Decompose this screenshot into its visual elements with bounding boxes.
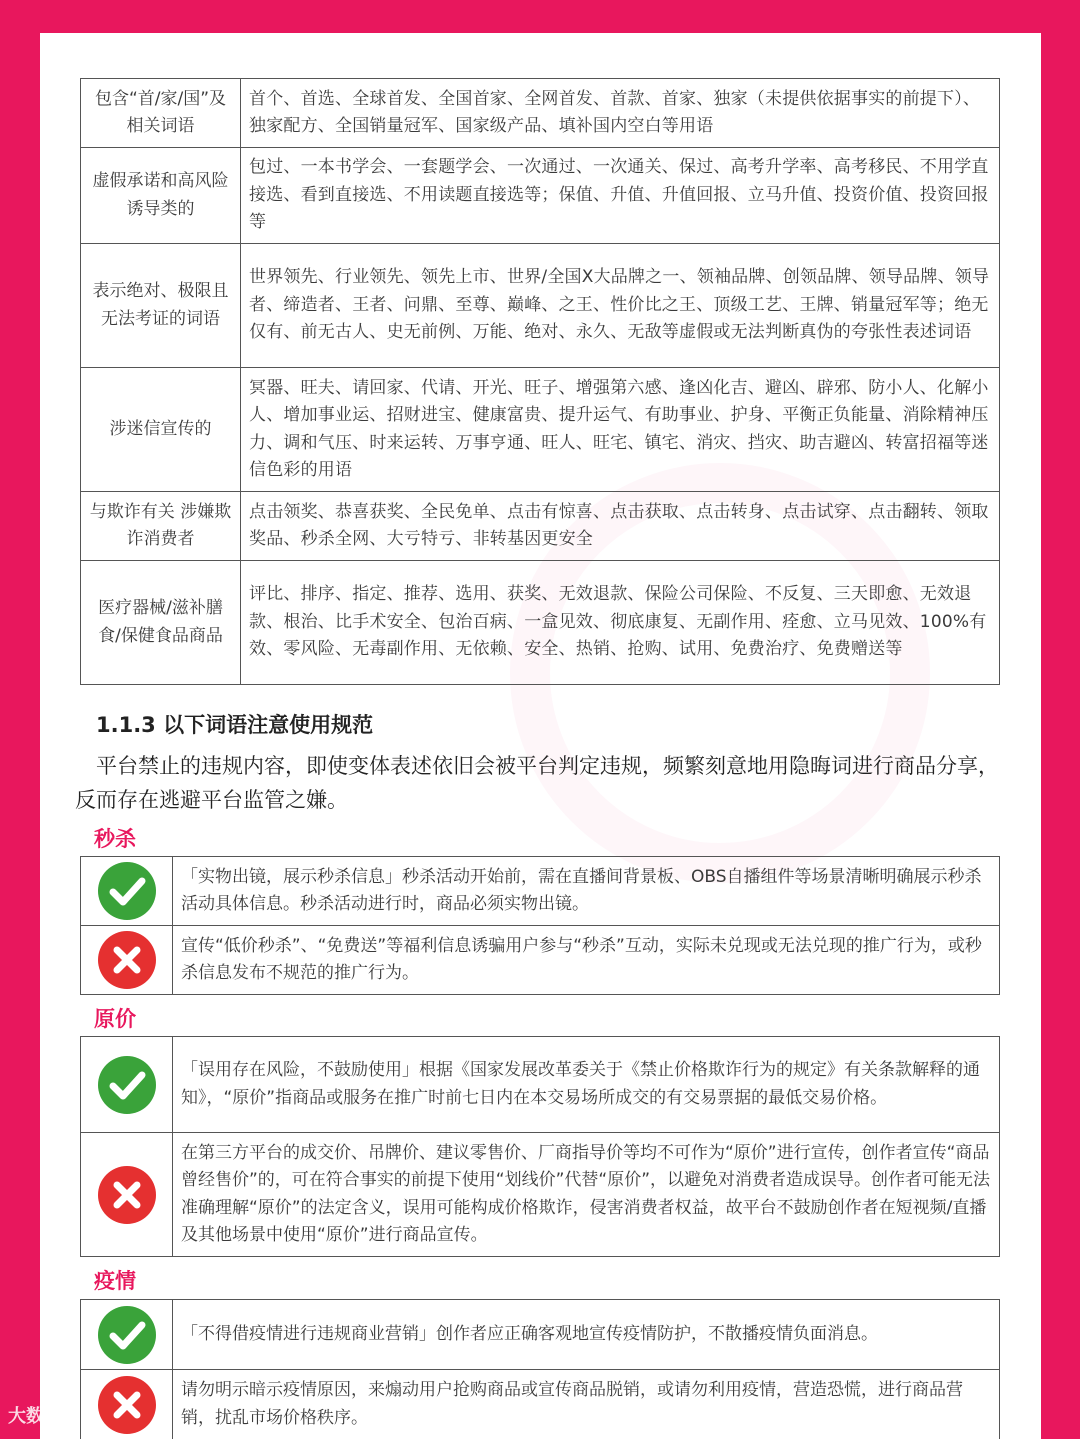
table-row [81,148,1000,244]
check-circle-icon [98,862,156,920]
table-row [81,857,1000,926]
rule-title-miaosha: 秒杀 [94,827,136,851]
words-cell: 世界领先、行业领先、领先上市、世界/全国X大品牌之一、领袖品牌、创领品牌、领导品牌、领导者、缔造者、王者、问鼎、至尊、巅峰、之王、性价比之王、顶级工艺、王牌、销量冠军等；绝无仅有、前无古人、史无前例、万能、绝对、永久、无敌等虚假或无法判断真伪的夸张性表述词语 [241,244,1000,368]
check-circle-icon [98,1306,156,1364]
allowed-text: 「不得借疫情进行违规商业营销」创作者应正确客观地宣传疫情防护，不散播疫情负面消息。 [173,1300,1000,1370]
rule-table-yiqing [80,1299,1000,1439]
words-cell: 评比、排序、指定、推荐、选用、获奖、无效退款、保险公司保险、不反复、三天即愈、无效退款、根治、比手术安全、包治百病、一盒见效、彻底康复、无副作用、痊愈、立马见效、100%有效、零风险、无毒副作用、无依赖、安全、热销、抢购、试用、免费治疗、免费赠送等 [241,561,1000,685]
table-row [81,368,1000,492]
section-paragraph: 平台禁止的违规内容，即使变体表述依旧会被平台判定违规，频繁刻意地用隐晦词进行商品分享，反而存在逃避平台监管之嫌。 [75,754,999,812]
cross-circle-icon [98,1376,156,1434]
check-circle-icon [98,1056,156,1114]
words-cell: 首个、首选、全球首发、全国首家、全网首发、首款、首家、独家（未提供依据事实的前提下）、独家配方、全国销量冠军、国家级产品、填补国内空白等用语 [241,79,1000,148]
words-cell: 包过、一本书学会、一套题学会、一次通过、一次通关、保过、高考升学率、高考移民、不用学直接选、看到直接选、不用读题直接选等；保值、升值、升值回报、立马升值、投资价值、投资回报等 [241,148,1000,244]
rule-table-miaosha [80,856,1000,995]
table-row [81,926,1000,995]
forbidden-text: 宣传“低价秒杀”、“免费送”等福利信息诱骗用户参与“秒杀”互动，实际未兑现或无法兑现的推广行为，或秒杀信息发布不规范的推广行为。 [173,926,1000,995]
section-heading: 1.1.3 以下词语注意使用规范 [96,713,374,737]
cross-circle-icon [98,931,156,989]
rule-table-yuanjia [80,1036,1000,1257]
category-cell: 医疗器械/滋补膳食/保健食品商品 [81,561,241,685]
table-row [81,1133,1000,1257]
cross-circle-icon [98,1166,156,1224]
table-row [81,1300,1000,1370]
brand-watermark: 大数跨境 [8,1406,80,1427]
table-row [81,1037,1000,1133]
category-cell: 与欺诈有关 涉嫌欺诈消费者 [81,492,241,561]
category-cell: 涉迷信宣传的 [81,368,241,492]
category-cell: 虚假承诺和高风险诱导类的 [81,148,241,244]
table-row [81,244,1000,368]
rule-title-yiqing: 疫情 [94,1269,136,1293]
document-page [40,33,1041,1439]
forbidden-text: 在第三方平台的成交价、吊牌价、建议零售价、厂商指导价等均不可作为“原价”进行宣传，创作者宣传“商品曾经售价”的，可在符合事实的前提下使用“划线价”代替“原价”，以避免对消费者造成误导。创作者可能无法准确理解“原价”的法定含义，误用可能构成价格欺诈，侵害消费者权益，故平台不鼓励创作者在短视频/直播及其他场景中使用“原价”进行商品宣传。 [173,1133,1000,1257]
words-cell: 冥器、旺夫、请回家、代请、开光、旺子、增强第六感、逢凶化吉、避凶、辟邪、防小人、化解小人、增加事业运、招财进宝、健康富贵、提升运气、有助事业、护身、平衡正负能量、消除精神压力、调和气压、时来运转、万事亨通、旺人、旺宅、镇宅、消灾、挡灾、助吉避凶、转富招福等迷信色彩的用语 [241,368,1000,492]
category-cell: 包含“首/家/国”及相关词语 [81,79,241,148]
table-row [81,561,1000,685]
allowed-text: 「误用存在风险，不鼓励使用」根据《国家发展改革委关于《禁止价格欺诈行为的规定》有关条款解释的通知》，“原价”指商品或服务在推广时前七日内在本交易场所成交的有交易票据的最低交易价格。 [173,1037,1000,1133]
prohibited-words-table [80,78,1000,685]
forbidden-text: 请勿明示暗示疫情原因，来煽动用户抢购商品或宣传商品脱销，或请勿利用疫情，营造恐慌，进行商品营销，扰乱市场价格秩序。 [173,1370,1000,1439]
allowed-text: 「实物出镜，展示秒杀信息」秒杀活动开始前，需在直播间背景板、OBS自播组件等场景清晰明确展示秒杀活动具体信息。秒杀活动进行时，商品必须实物出镜。 [173,857,1000,926]
table-row [81,1370,1000,1439]
table-row [81,79,1000,148]
rule-title-yuanjia: 原价 [94,1007,136,1031]
table-row [81,492,1000,561]
words-cell: 点击领奖、恭喜获奖、全民免单、点击有惊喜、点击获取、点击转身、点击试穿、点击翻转、领取奖品、秒杀全网、大亏特亏、非转基因更安全 [241,492,1000,561]
category-cell: 表示绝对、极限且无法考证的词语 [81,244,241,368]
